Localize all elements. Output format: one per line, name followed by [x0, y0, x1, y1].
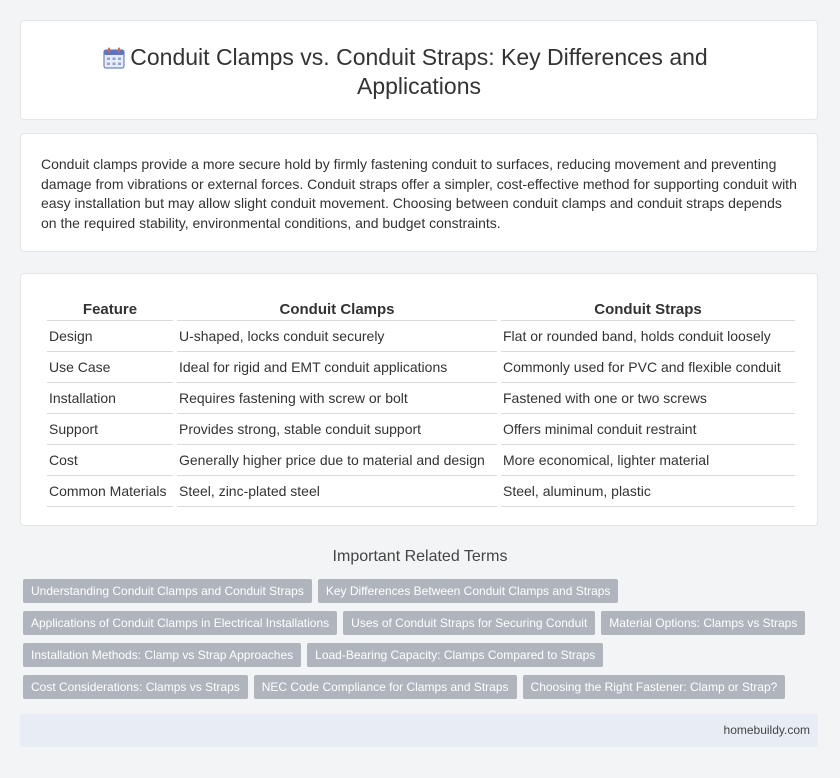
title-card	[20, 20, 818, 120]
comparison-table	[43, 296, 799, 507]
table-cell: Fastened with one or two screws	[501, 383, 795, 414]
table-cell: Generally higher price due to material and design	[177, 445, 497, 476]
table-cell: Provides strong, stable conduit support	[177, 414, 497, 445]
related-term-tag[interactable]: Material Options: Clamps vs Straps	[601, 611, 805, 635]
table-cell: Ideal for rigid and EMT conduit applications	[177, 352, 497, 383]
related-term-tag[interactable]: Installation Methods: Clamp vs Strap Approaches	[23, 643, 301, 667]
table-cell: Requires fastening with screw or bolt	[177, 383, 497, 414]
header-conduit-clamps: Conduit Clamps	[177, 296, 497, 321]
tag-row	[23, 579, 818, 611]
table-cell: Use Case	[47, 352, 173, 383]
table-cell: Flat or rounded band, holds conduit loosely	[501, 321, 795, 352]
tag-row	[23, 643, 818, 675]
related-term-tag[interactable]: Understanding Conduit Clamps and Conduit Straps	[23, 579, 312, 603]
tag-row	[23, 675, 818, 707]
intro-card	[20, 133, 818, 252]
table-row	[47, 476, 795, 507]
tag-row	[23, 611, 818, 643]
table-row	[47, 414, 795, 445]
related-term-tag[interactable]: Cost Considerations: Clamps vs Straps	[23, 675, 248, 699]
intro-paragraph: Conduit clamps provide a more secure hold by firmly fastening conduit to surfaces, reducing movement and preventing damage from vibrations or external forces. Conduit straps offer a simpler, cost-effective method for supporting conduit with easy installation but may allow slight conduit movement. Choosing between conduit clamps and conduit straps depends on the required stability, environmental conditions, and budget constraints.	[41, 156, 797, 231]
table-cell: Design	[47, 321, 173, 352]
header-conduit-straps: Conduit Straps	[501, 296, 795, 321]
footer-site-link[interactable]: homebuildy.com	[723, 723, 810, 737]
related-term-tag[interactable]: Key Differences Between Conduit Clamps and Straps	[318, 579, 619, 603]
related-terms-heading: Important Related Terms	[332, 548, 508, 565]
related-term-tag[interactable]: Applications of Conduit Clamps in Electrical Installations	[23, 611, 337, 635]
table-cell: Cost	[47, 445, 173, 476]
related-term-tag[interactable]: Choosing the Right Fastener: Clamp or Strap?	[523, 675, 786, 699]
table-cell: Support	[47, 414, 173, 445]
comparison-card	[20, 273, 818, 526]
related-term-tag[interactable]: NEC Code Compliance for Clamps and Straps	[254, 675, 517, 699]
table-cell: Offers minimal conduit restraint	[501, 414, 795, 445]
table-cell: U-shaped, locks conduit securely	[177, 321, 497, 352]
table-cell: Steel, zinc-plated steel	[177, 476, 497, 507]
table-cell: Common Materials	[47, 476, 173, 507]
table-row	[47, 383, 795, 414]
table-row	[47, 445, 795, 476]
header-feature: Feature	[47, 296, 173, 321]
table-row	[47, 352, 795, 383]
page-title: Conduit Clamps vs. Conduit Straps: Key Differences and Applications	[130, 44, 708, 99]
footer-bar	[20, 714, 818, 747]
related-terms-list	[23, 579, 818, 707]
table-cell: More economical, lighter material	[501, 445, 795, 476]
table-cell: Commonly used for PVC and flexible conduit	[501, 352, 795, 383]
related-term-tag[interactable]: Uses of Conduit Straps for Securing Conduit	[343, 611, 595, 635]
table-cell: Steel, aluminum, plastic	[501, 476, 795, 507]
table-row	[47, 321, 795, 352]
related-term-tag[interactable]: Load-Bearing Capacity: Clamps Compared to Straps	[307, 643, 603, 667]
table-cell: Installation	[47, 383, 173, 414]
table-header-row	[47, 296, 795, 321]
